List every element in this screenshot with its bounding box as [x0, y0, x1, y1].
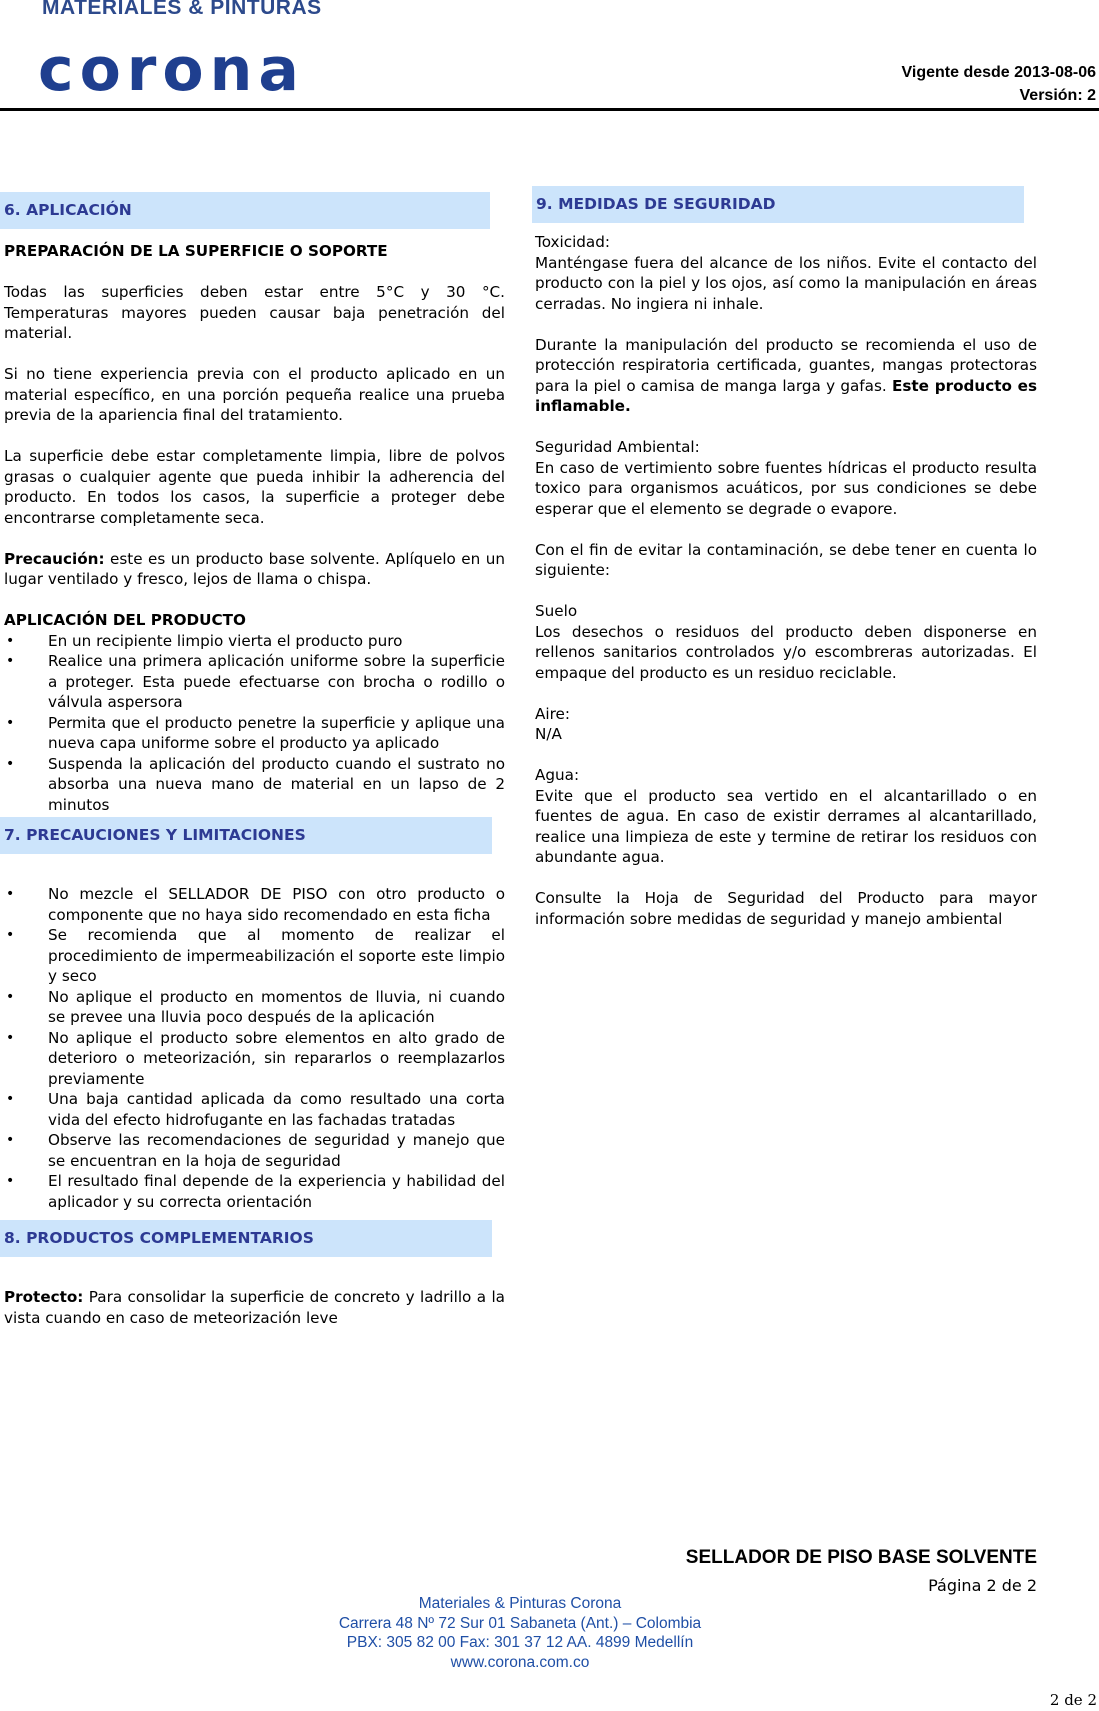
valid-from: Vigente desde 2013-08-06 [901, 64, 1096, 81]
footer-address [0, 1594, 1040, 1672]
paragraph: La superficie debe estar completamente limpia, libre de polvos grasas o cualquier agente que pueda inhibir la adherencia del producto. En todos los casos, la superficie a proteger debe encontrarse completamente seca. [4, 447, 505, 527]
section-heading-seguridad: 9. MEDIDAS DE SEGURIDAD [532, 186, 1024, 223]
subheading-preparacion: PREPARACIÓN DE LA SUPERFICIE O SOPORTE [4, 242, 388, 260]
env-label: Seguridad Ambiental: [535, 438, 700, 456]
paragraph: Los desechos o residuos del producto deben disponerse en rellenos sanitarios controlados y/o escombreras autorizadas. El empaque del producto es un residuo reciclable. [535, 622, 1037, 682]
paragraph: Con el fin de evitar la contaminación, se debe tener en cuenta lo siguiente: [535, 540, 1037, 579]
company-website[interactable]: www.corona.com.co [450, 1653, 590, 1671]
list-item: • Realice una primera aplicación uniforme sobre la superficie a proteger. Esta puede efectuarse con brocha o rodillo o válvula aspersora [4, 651, 505, 713]
caution-label: Precaución: [4, 549, 105, 568]
list-item: • Suspenda la aplicación del producto cuando el sustrato no absorba una nueva mano de material en un lapso de 2 minutos [4, 754, 505, 816]
product-description: Para consolidar la superficie de concreto y ladrillo a la vista cuando en caso de meteorización leve [4, 1288, 505, 1327]
product-name: Protecto: [4, 1288, 84, 1306]
brand-tagline: MATERIALES & PINTURAS [42, 0, 322, 19]
paragraph: Manténgase fuera del alcance de los niños. Evite el contacto del producto con la piel y los ojos, así como la manipulación en áreas cerradas. No ingiera ni inhale. [535, 253, 1037, 313]
paragraph: Evite que el producto sea vertido en el alcantarillado o en fuentes de agua. En caso de existir derrames al alcantarillado, realice una limpieza de este y termine de retirar los residuos con abundante agua. [535, 786, 1037, 866]
air-label: Aire: [535, 704, 570, 723]
list-item: • El resultado final depende de la experiencia y habilidad del aplicador y su correcta orientación [4, 1171, 505, 1212]
list-item: • No aplique el producto sobre elementos en alto grado de deterioro o meteorización, sin repararlos o reemplazarlos previamente [4, 1028, 505, 1090]
paragraph: Consulte la Hoja de Seguridad del Producto para mayor información sobre medidas de seguridad y manejo ambiental [535, 889, 1037, 928]
header-divider [0, 108, 1099, 111]
list-item: • Observe las recomendaciones de seguridad y manejo que se encuentran en la hoja de seguridad [4, 1130, 505, 1171]
subheading-aplicacion-producto: APLICACIÓN DEL PRODUCTO [4, 611, 246, 629]
air-value: N/A [535, 725, 562, 743]
brand-logo: corona [38, 35, 305, 105]
soil-label: Suelo [535, 602, 578, 620]
version: Versión: 2 [1019, 87, 1096, 104]
company-name: Materiales & Pinturas Corona [418, 1595, 622, 1612]
paragraph: Si no tiene experiencia previa con el producto aplicado en un material específico, en una porción pequeña realice una prueba previa de la apariencia final del tratamiento. [4, 365, 505, 424]
precautions-list [4, 884, 505, 1212]
section-heading-precauciones: 7. PRECAUCIONES Y LIMITACIONES [0, 817, 492, 854]
company-address: Carrera 48 Nº 72 Sur 01 Sabaneta (Ant.) – Colombia [338, 1614, 702, 1632]
paragraph: En caso de vertimiento sobre fuentes hídricas el producto resulta toxico para organismos acuáticos, por sus condiciones se debe esperar que el elemento se degrade o evapore. [535, 458, 1037, 518]
list-item: • Permita que el producto penetre la superficie y aplique una nueva capa uniforme sobre el producto ya aplicado [4, 713, 505, 754]
paragraph: Todas las superficies deben estar entre 5°C y 30 °C. Temperaturas mayores pueden causar baja penetración del material. [4, 283, 505, 342]
corner-page-number: 2 de 2 [1049, 1691, 1097, 1709]
product-title: SELLADOR DE PISO BASE SOLVENTE [685, 1547, 1037, 1568]
left-column [0, 192, 505, 1328]
complementary-product [0, 1287, 505, 1328]
caution-paragraph [4, 549, 505, 590]
page-number: Página 2 de 2 [928, 1576, 1037, 1595]
list-item: • Una baja cantidad aplicada da como resultado una corta vida del efecto hidrofugante en las fachadas tratadas [4, 1089, 505, 1130]
list-item: • No aplique el producto en momentos de lluvia, ni cuando se prevee una lluvia poco después de la aplicación [4, 987, 505, 1028]
company-phones: PBX: 305 82 00 Fax: 301 37 12 AA. 4899 Medellín [346, 1634, 694, 1651]
caution-text: este es un producto base solvente. Aplíquelo en un lugar ventilado y fresco, lejos de llama o chispa. [4, 549, 505, 588]
water-label: Agua: [535, 766, 580, 784]
handling-text: Durante la manipulación del producto se recomienda el uso de protección respiratoria certificada, guantes, mangas protectoras para la piel o camisa de manga larga y gafas. [535, 335, 1037, 395]
application-list [4, 631, 505, 816]
section-heading-complementarios: 8. PRODUCTOS COMPLEMENTARIOS [0, 1220, 492, 1257]
list-item: • Se recomienda que al momento de realizar el procedimiento de impermeabilización el soporte este limpio y seco [4, 925, 505, 987]
toxicity-label: Toxicidad: [535, 233, 611, 251]
list-item: • En un recipiente limpio vierta el producto puro [4, 631, 505, 652]
handling-paragraph [535, 335, 1037, 417]
flammable-warning: Este producto es inflamable. [535, 376, 1037, 415]
list-item: • No mezcle el SELLADOR DE PISO con otro producto o componente que no haya sido recomendado en esta ficha [4, 884, 505, 925]
section-heading-aplicacion: 6. APLICACIÓN [0, 192, 490, 229]
right-column [532, 186, 1037, 929]
